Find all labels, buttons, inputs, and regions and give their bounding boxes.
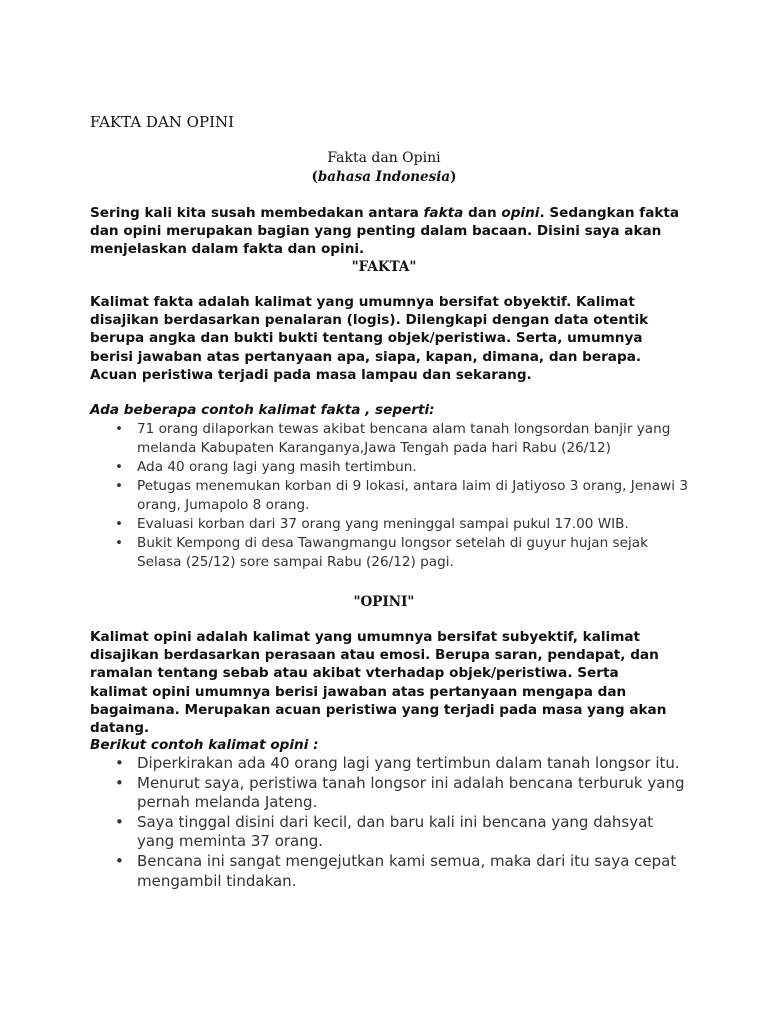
subtitle-language: (bahasa Indonesia) [311, 169, 457, 185]
intro-text-1: Sering kali kita susah membedakan antara [90, 205, 424, 221]
subtitle-language-text: bahasa Indonesia [317, 169, 451, 185]
list-item-text: Saya tinggal disini dari kecil, dan baru kali ini bencana yang dahsyat yang meminta 37 orang. [137, 812, 654, 851]
intro-text-2: dan [463, 205, 502, 221]
list-item [90, 515, 690, 534]
list-item-text: Menurut saya, peristiwa tanah longsor ini adalah bencana terburuk yang pernah melanda Jateng. [137, 773, 685, 812]
fakta-heading: "FAKTA" [351, 259, 417, 275]
opini-paragraph: Kalimat opini adalah kalimat yang umumnya bersifat subyektif, kalimat disajikan berdasarkan perasaan atau emosi. Berupa saran, pendapat, dan ramalan tentang sebab atau akibat vterhadap objek/peristiwa. Serta kalimat opini umumnya berisi jawaban atas pertanyaan mengapa dan bagaimana. Merupakan acuan peristiwa yang terjadi pada masa yang akan datang. [90, 629, 667, 737]
list-item [90, 852, 690, 891]
intro-opini: opini [501, 205, 540, 221]
opini-examples-lead: Berikut contoh kalimat opini : [90, 737, 319, 753]
bullet-icon: • [115, 516, 124, 532]
opini-examples-list [90, 754, 690, 891]
opini-heading: "OPINI" [353, 594, 415, 610]
list-item-text: Petugas menemukan korban di 9 lokasi, antara laim di Jatiyoso 3 orang, Jenawi 3 orang, Jumapolo 8 orang. [137, 478, 688, 513]
document-title: FAKTA DAN OPINI [90, 113, 235, 131]
list-item-text: Evaluasi korban dari 37 orang yang meninggal sampai pukul 17.00 WIB. [137, 516, 629, 532]
bullet-icon: • [115, 851, 124, 870]
fakta-paragraph: Kalimat fakta adalah kalimat yang umumnya bersifat obyektif. Kalimat disajikan berdasarkan penalaran (logis). Dilengkapi dengan data otentik berupa angka dan bukti bukti tentang objek/peristiwa. Serta, umumnya berisi jawaban atas pertanyaan apa, siapa, kapan, dimana, dan berapa. Acuan peristiwa terjadi pada masa lampau dan sekarang. [90, 294, 649, 383]
list-item-text: Ada 40 orang lagi yang masih tertimbun. [137, 459, 417, 475]
bullet-icon: • [115, 535, 124, 551]
intro-fakta: fakta [423, 205, 464, 221]
list-item [90, 754, 690, 774]
list-item [90, 813, 690, 852]
bullet-icon: • [115, 754, 124, 772]
fakta-examples-lead: Ada beberapa contoh kalimat fakta , seperti: [90, 402, 435, 418]
list-item-text: Bencana ini sangat mengejutkan kami semua, maka dari itu saya cepat mengambil tindakan. [137, 851, 677, 890]
intro-text-3: . Sedangkan fakta dan opini merupakan bagian yang penting dalam bacaan. Disini saya akan menjelaskan dalam fakta dan opini. [90, 205, 680, 258]
list-item [90, 420, 690, 458]
subtitle: Fakta dan Opini [327, 150, 441, 166]
bullet-icon: • [115, 421, 124, 437]
list-item-text: Bukit Kempong di desa Tawangmangu longsor setelah di guyur hujan sejak Selasa (25/12) sore sampai Rabu (26/12) pagi. [137, 535, 648, 570]
list-item [90, 774, 690, 813]
bullet-icon: • [115, 478, 124, 494]
list-item [90, 458, 690, 477]
bullet-icon: • [115, 812, 124, 831]
fakta-examples-list [90, 420, 690, 572]
list-item-text: 71 orang dilaporkan tewas akibat bencana alam tanah longsordan banjir yang melanda Kabupaten Karanganya,Jawa Tengah pada hari Rabu (26/12) [137, 421, 671, 456]
list-item [90, 534, 690, 572]
list-item-text: Diperkirakan ada 40 orang lagi yang tertimbun dalam tanah longsor itu. [137, 754, 680, 772]
bullet-icon: • [115, 773, 124, 792]
bullet-icon: • [115, 459, 124, 475]
intro-paragraph [90, 204, 680, 259]
list-item [90, 477, 690, 515]
